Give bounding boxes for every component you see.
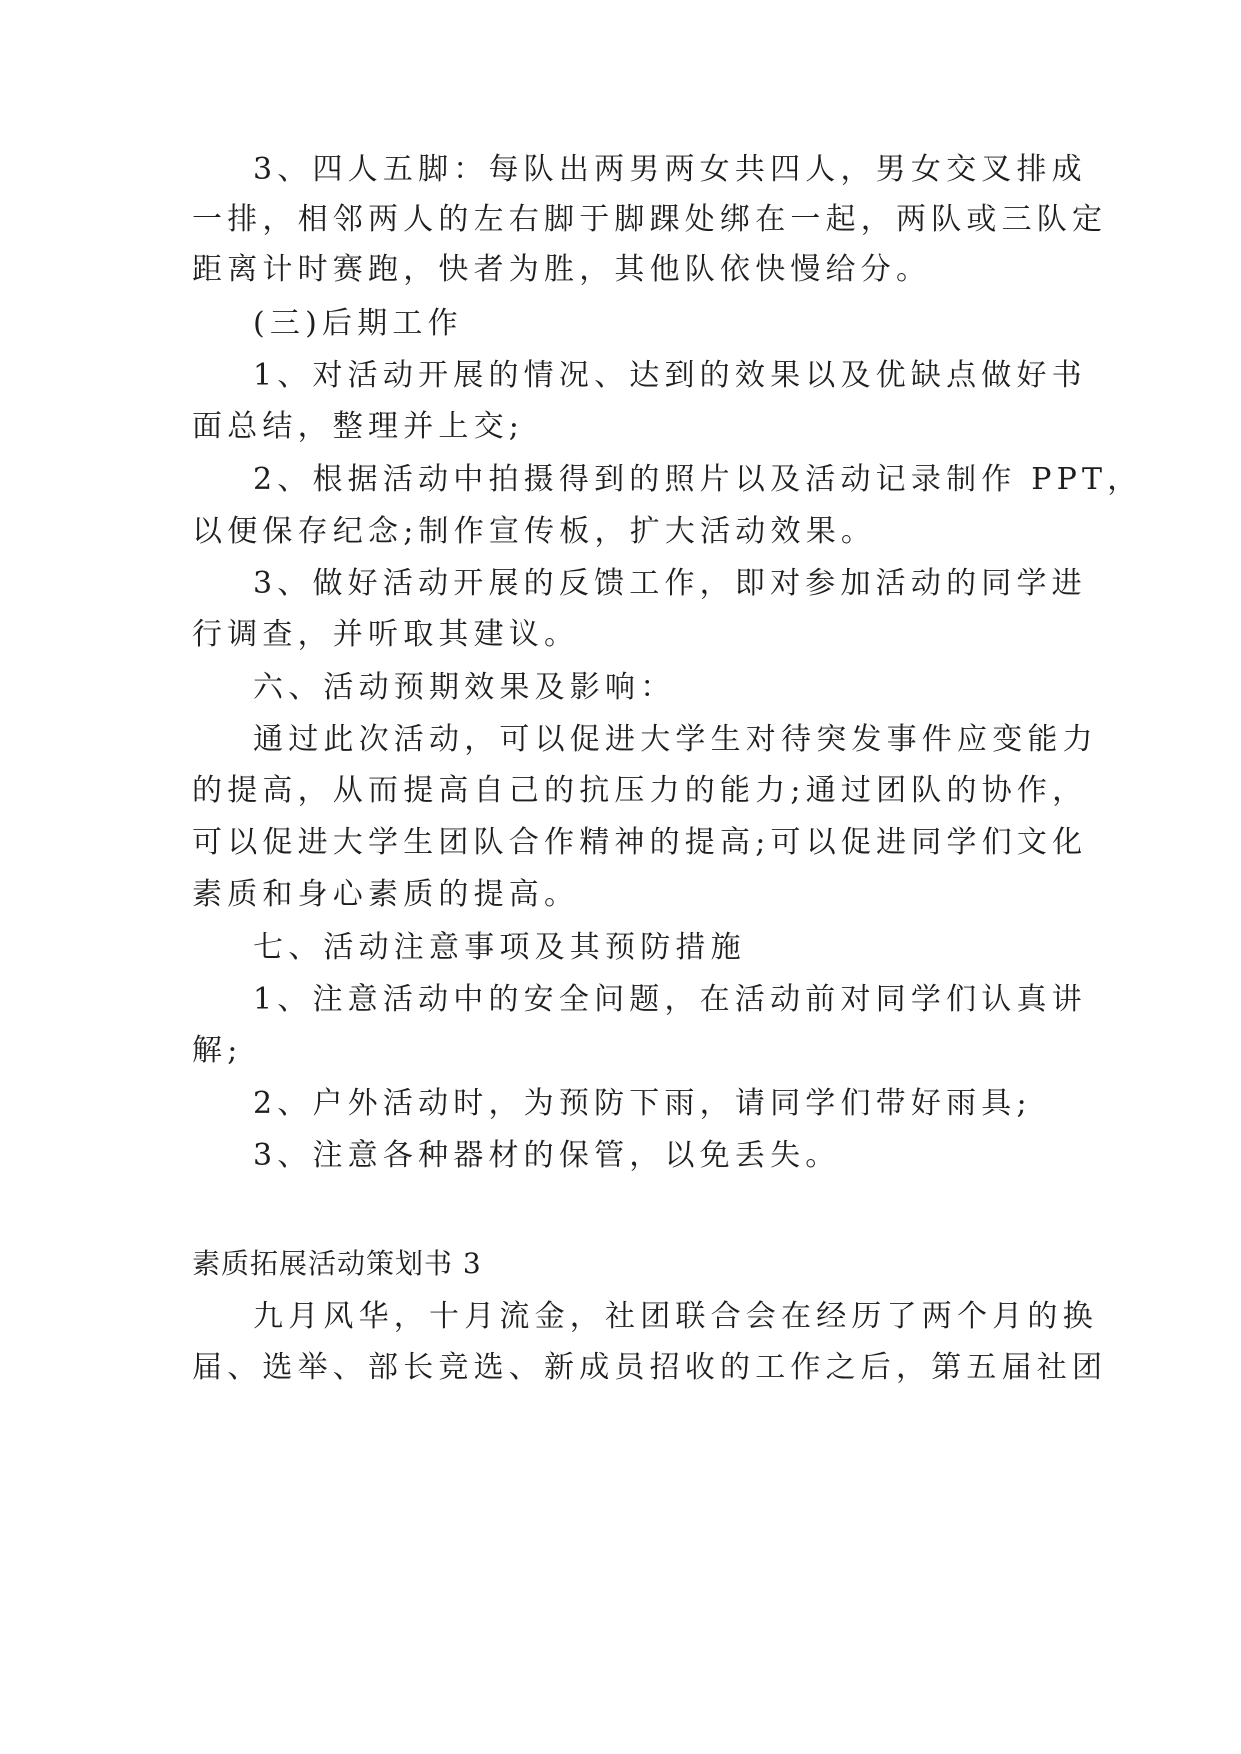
paragraph-line: 素质和身心素质的提高。 (192, 877, 580, 912)
section-heading: 六、活动预期效果及影响： (253, 670, 676, 705)
paragraph-line: 距离计时赛跑，快者为胜，其他队依快慢给分。 (192, 252, 932, 287)
paragraph-line: 2、根据活动中拍摄得到的照片以及活动记录制作 PPT， (253, 462, 1143, 497)
paragraph-line: 3、注意各种器材的保管，以免丢失。 (253, 1138, 841, 1173)
paragraph-line: 届、选举、部长竞选、新成员招收的工作之后，第五届社团 (192, 1350, 1108, 1385)
paragraph-line: 解; (192, 1033, 243, 1068)
paragraph-line: 1、注意活动中的安全问题，在活动前对同学们认真讲 (253, 982, 1087, 1017)
paragraph-line: 行调查，并听取其建议。 (192, 617, 580, 652)
paragraph-line: 九月风华，十月流金，社团联合会在经历了两个月的换 (253, 1299, 1098, 1334)
section-heading: 七、活动注意事项及其预防措施 (253, 930, 746, 965)
paragraph-line: 1、对活动开展的情况、达到的效果以及优缺点做好书 (253, 358, 1087, 393)
paragraph-line: 3、做好活动开展的反馈工作，即对参加活动的同学进 (253, 566, 1087, 601)
section-heading: (三)后期工作 (253, 306, 463, 341)
paragraph-line: 2、户外活动时，为预防下雨，请同学们带好雨具; (253, 1086, 1032, 1121)
paragraph-line: 以便保存纪念;制作宣传板，扩大活动效果。 (192, 514, 877, 549)
paragraph-line: 面总结，整理并上交; (192, 409, 525, 444)
paragraph-line: 3、四人五脚：每队出两男两女共四人，男女交叉排成 (253, 152, 1087, 187)
paragraph-line: 的提高，从而提高自己的抗压力的能力;通过团队的协作， (192, 773, 1088, 808)
paragraph-line: 可以促进大学生团队合作精神的提高;可以促进同学们文化 (192, 825, 1088, 860)
paragraph-line: 一排，相邻两人的左右脚于脚踝处绑在一起，两队或三队定 (192, 202, 1108, 237)
document-title: 素质拓展活动策划书 3 (192, 1247, 482, 1280)
paragraph-line: 通过此次活动，可以促进大学生对待突发事件应变能力 (253, 722, 1098, 757)
